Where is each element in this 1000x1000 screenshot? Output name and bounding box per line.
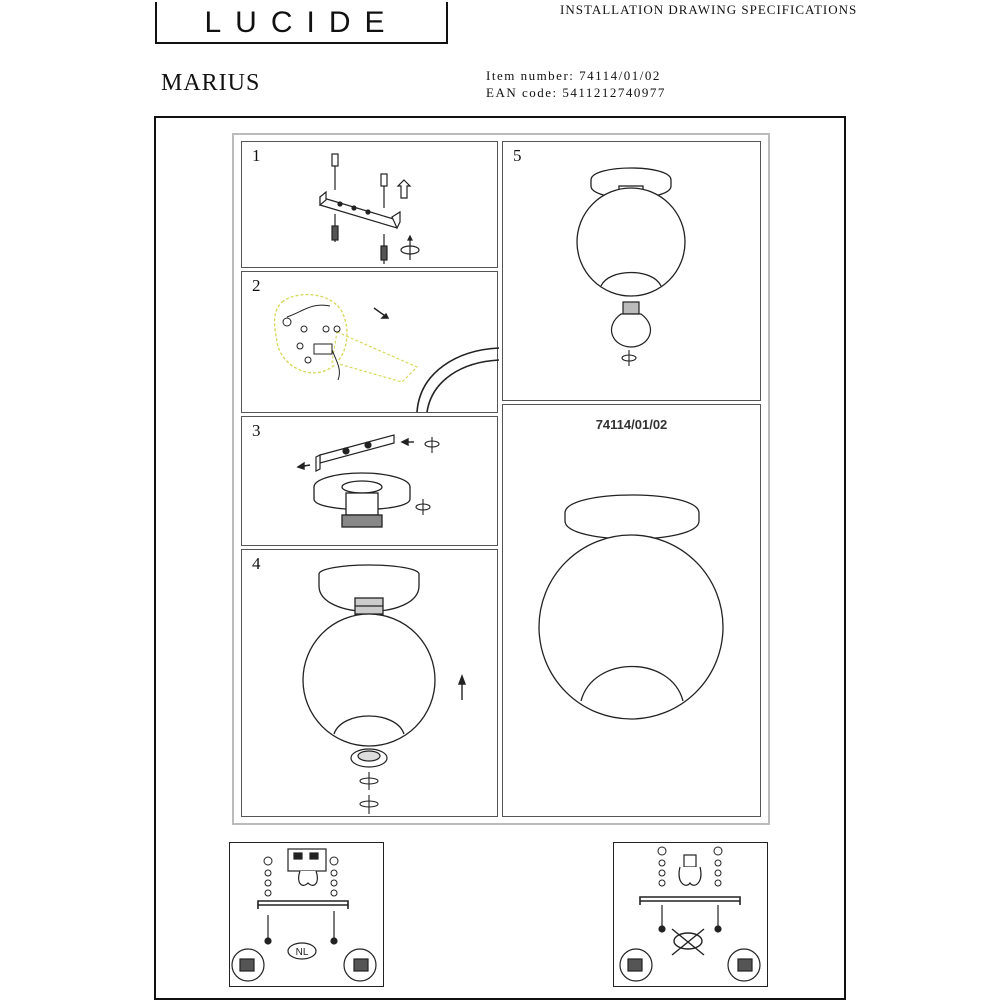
rotate-icon: [622, 350, 636, 366]
bracket-icon: [320, 192, 400, 228]
brand-logo: [155, 2, 448, 44]
arrow-up-icon: [459, 676, 465, 700]
wire-connector-icon: [283, 305, 340, 380]
ean-code: EAN code: 5411212740977: [486, 85, 666, 100]
ring-nut-icon: [351, 749, 387, 767]
step-3-number: 3: [252, 421, 261, 440]
terminal-block-icon: [288, 849, 326, 885]
globe-shade-icon: [577, 188, 685, 296]
step-5-number: 5: [513, 146, 522, 165]
ceiling-canopy-icon: [314, 473, 410, 527]
mounting-detail-right: [613, 842, 768, 987]
step-1-illustration: [242, 142, 499, 269]
bracket-icon: [316, 435, 394, 471]
product-name: MARIUS: [161, 70, 261, 96]
arrow-diagonal-icon: [374, 308, 388, 318]
bracket-icon: [258, 901, 348, 909]
plug-icon: [620, 949, 760, 981]
mounting-detail-right-illustration: [614, 843, 769, 988]
nl-badge-label: NL: [295, 947, 309, 958]
item-number: Item number: 74114/01/02: [486, 68, 661, 83]
not-allowed-icon: [672, 929, 704, 955]
step-2-panel: [241, 271, 498, 413]
product-preview-panel: [502, 404, 761, 817]
hook-icon: [679, 855, 701, 885]
rotate-icon: [360, 772, 378, 814]
step-5-illustration: [503, 142, 762, 402]
brand-logo-text: LUCIDE: [204, 6, 399, 39]
arrow-up-icon: [398, 180, 410, 198]
step-4-illustration: [242, 550, 499, 818]
rotate-icon: [401, 236, 419, 260]
step-2-illustration: [242, 272, 499, 414]
ceiling-canopy-icon: [417, 348, 499, 412]
step-3-illustration: [242, 417, 499, 547]
screw-icon: [265, 911, 337, 944]
step-1-number: 1: [252, 146, 261, 165]
step-4-number: 4: [252, 554, 261, 573]
bulb-icon: [612, 302, 651, 347]
step-4-panel: [241, 549, 498, 817]
screw-icon: [659, 905, 721, 932]
bracket-icon: [640, 897, 740, 905]
rotate-icon: [416, 437, 439, 515]
document-title: INSTALLATION DRAWING SPECIFICATIONS: [560, 2, 858, 17]
globe-shade-icon: [539, 535, 723, 719]
model-number-label: 74114/01/02: [595, 417, 668, 432]
arrow-left-icon: [298, 439, 414, 469]
mounting-detail-left-illustration: [230, 843, 385, 988]
step-2-number: 2: [252, 276, 261, 295]
globe-shade-icon: [303, 614, 435, 746]
product-preview-illustration: [503, 405, 762, 818]
mounting-detail-left: [229, 842, 384, 987]
step-1-panel: [241, 141, 498, 268]
step-5-panel: [502, 141, 761, 401]
step-3-panel: [241, 416, 498, 546]
